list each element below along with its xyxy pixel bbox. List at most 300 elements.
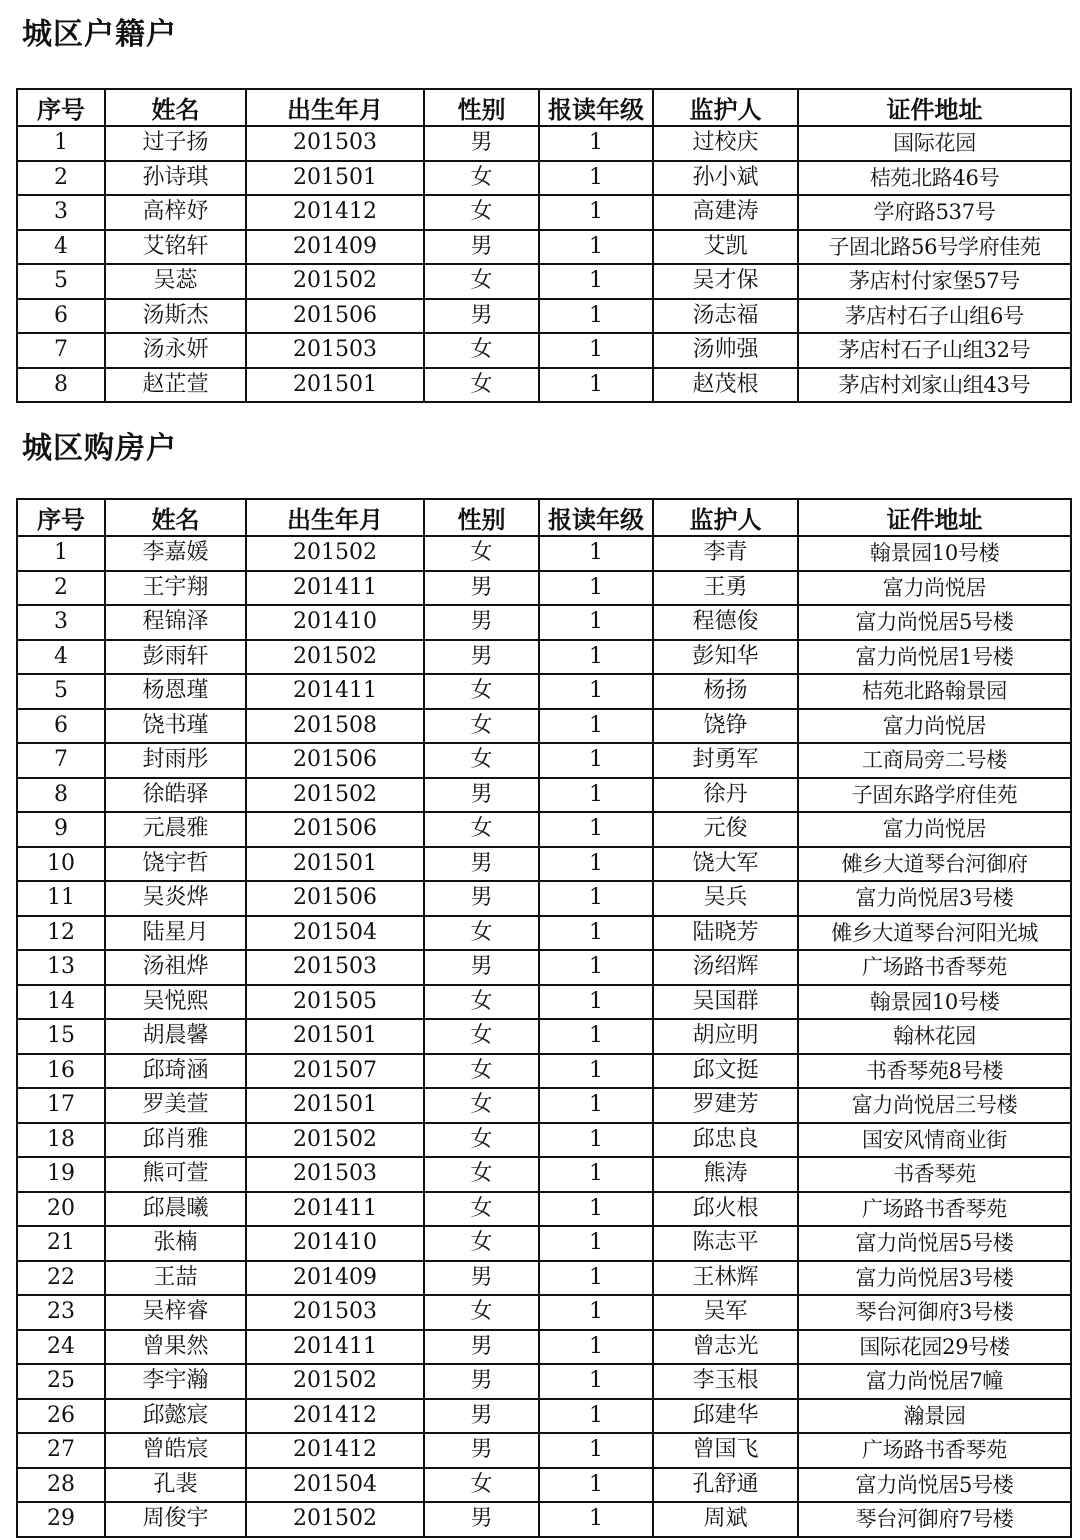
- cell-guardian: 吴国群: [653, 985, 798, 1020]
- cell-address: 桔苑北路46号: [798, 161, 1071, 196]
- cell-gender: 男: [424, 230, 539, 265]
- cell-guardian: 赵茂根: [653, 368, 798, 403]
- cell-name: 熊可萱: [105, 1157, 246, 1192]
- cell-address: 琴台河御府7号楼: [798, 1502, 1071, 1537]
- cell-gender: 女: [424, 1295, 539, 1330]
- cell-gender: 女: [424, 1123, 539, 1158]
- cell-index: 15: [17, 1019, 105, 1054]
- table-row: [17, 1054, 1071, 1089]
- table-row: [17, 605, 1071, 640]
- cell-address: 琴台河御府3号楼: [798, 1295, 1071, 1330]
- cell-birth: 201501: [246, 161, 424, 196]
- table-row: [17, 812, 1071, 847]
- cell-index: 12: [17, 916, 105, 951]
- cell-guardian: 熊涛: [653, 1157, 798, 1192]
- cell-guardian: 封勇军: [653, 743, 798, 778]
- header-name: 姓名: [105, 499, 246, 536]
- cell-name: 艾铭轩: [105, 230, 246, 265]
- cell-grade: 1: [539, 536, 653, 571]
- cell-grade: 1: [539, 299, 653, 334]
- cell-grade: 1: [539, 126, 653, 161]
- cell-address: 书香琴苑: [798, 1157, 1071, 1192]
- cell-guardian: 曾志光: [653, 1330, 798, 1365]
- cell-birth: 201411: [246, 1330, 424, 1365]
- cell-gender: 女: [424, 1019, 539, 1054]
- cell-grade: 1: [539, 333, 653, 368]
- table-row: [17, 881, 1071, 916]
- cell-birth: 201412: [246, 195, 424, 230]
- table-row: [17, 571, 1071, 606]
- cell-grade: 1: [539, 1295, 653, 1330]
- cell-gender: 女: [424, 536, 539, 571]
- cell-index: 7: [17, 743, 105, 778]
- cell-grade: 1: [539, 1330, 653, 1365]
- cell-birth: 201506: [246, 812, 424, 847]
- cell-address: 富力尚悦居三号楼: [798, 1088, 1071, 1123]
- cell-guardian: 邱忠良: [653, 1123, 798, 1158]
- table-row: [17, 1123, 1071, 1158]
- cell-name: 邱晨曦: [105, 1192, 246, 1227]
- cell-gender: 男: [424, 1261, 539, 1296]
- table-row: [17, 1330, 1071, 1365]
- cell-name: 邱懿宸: [105, 1399, 246, 1434]
- header-birth: 出生年月: [246, 499, 424, 536]
- cell-grade: 1: [539, 1019, 653, 1054]
- cell-name: 曾果然: [105, 1330, 246, 1365]
- table-huji: [16, 88, 1072, 403]
- cell-name: 封雨彤: [105, 743, 246, 778]
- cell-name: 陆星月: [105, 916, 246, 951]
- cell-guardian: 过校庆: [653, 126, 798, 161]
- cell-index: 22: [17, 1261, 105, 1296]
- cell-birth: 201503: [246, 333, 424, 368]
- cell-grade: 1: [539, 1157, 653, 1192]
- cell-guardian: 饶铮: [653, 709, 798, 744]
- table-row: [17, 1399, 1071, 1434]
- cell-address: 茅店村石子山组6号: [798, 299, 1071, 334]
- cell-grade: 1: [539, 571, 653, 606]
- cell-guardian: 汤志福: [653, 299, 798, 334]
- cell-name: 元晨雅: [105, 812, 246, 847]
- cell-address: 富力尚悦居3号楼: [798, 881, 1071, 916]
- cell-guardian: 汤绍辉: [653, 950, 798, 985]
- cell-gender: 女: [424, 368, 539, 403]
- cell-birth: 201411: [246, 1192, 424, 1227]
- cell-grade: 1: [539, 230, 653, 265]
- cell-guardian: 曾国飞: [653, 1433, 798, 1468]
- cell-birth: 201409: [246, 230, 424, 265]
- cell-address: 国际花园: [798, 126, 1071, 161]
- cell-index: 16: [17, 1054, 105, 1089]
- cell-index: 3: [17, 195, 105, 230]
- cell-name: 吴炎烨: [105, 881, 246, 916]
- header-grade: 报读年级: [539, 89, 653, 126]
- header-address: 证件地址: [798, 89, 1071, 126]
- cell-name: 李嘉媛: [105, 536, 246, 571]
- cell-grade: 1: [539, 916, 653, 951]
- cell-birth: 201506: [246, 299, 424, 334]
- table-row: [17, 299, 1071, 334]
- cell-address: 富力尚悦居: [798, 571, 1071, 606]
- cell-birth: 201412: [246, 1433, 424, 1468]
- cell-name: 王喆: [105, 1261, 246, 1296]
- cell-address: 傩乡大道琴台河御府: [798, 847, 1071, 882]
- cell-guardian: 李玉根: [653, 1364, 798, 1399]
- cell-birth: 201501: [246, 368, 424, 403]
- cell-gender: 男: [424, 605, 539, 640]
- cell-index: 6: [17, 709, 105, 744]
- cell-name: 杨恩瑾: [105, 674, 246, 709]
- cell-gender: 男: [424, 1502, 539, 1537]
- cell-guardian: 元俊: [653, 812, 798, 847]
- cell-index: 13: [17, 950, 105, 985]
- cell-name: 孙诗琪: [105, 161, 246, 196]
- cell-grade: 1: [539, 640, 653, 675]
- cell-address: 瀚景园: [798, 1399, 1071, 1434]
- cell-address: 翰景园10号楼: [798, 985, 1071, 1020]
- cell-address: 翰林花园: [798, 1019, 1071, 1054]
- cell-birth: 201505: [246, 985, 424, 1020]
- cell-name: 汤斯杰: [105, 299, 246, 334]
- cell-address: 茅店村付家堡57号: [798, 264, 1071, 299]
- table-row: [17, 1295, 1071, 1330]
- cell-name: 饶书瑾: [105, 709, 246, 744]
- cell-name: 王宇翔: [105, 571, 246, 606]
- cell-index: 4: [17, 640, 105, 675]
- cell-birth: 201504: [246, 916, 424, 951]
- cell-birth: 201411: [246, 674, 424, 709]
- cell-grade: 1: [539, 812, 653, 847]
- table-row: [17, 1019, 1071, 1054]
- cell-grade: 1: [539, 1054, 653, 1089]
- cell-gender: 男: [424, 950, 539, 985]
- cell-address: 富力尚悦居5号楼: [798, 1468, 1071, 1503]
- table-row: [17, 916, 1071, 951]
- table-row: [17, 674, 1071, 709]
- cell-birth: 201410: [246, 1226, 424, 1261]
- cell-name: 汤祖烨: [105, 950, 246, 985]
- cell-index: 26: [17, 1399, 105, 1434]
- cell-name: 饶宇哲: [105, 847, 246, 882]
- cell-birth: 201501: [246, 1019, 424, 1054]
- header-guardian: 监护人: [653, 89, 798, 126]
- cell-name: 张楠: [105, 1226, 246, 1261]
- cell-index: 8: [17, 368, 105, 403]
- cell-index: 11: [17, 881, 105, 916]
- cell-grade: 1: [539, 1123, 653, 1158]
- table-row: [17, 1468, 1071, 1503]
- cell-grade: 1: [539, 161, 653, 196]
- cell-gender: 男: [424, 1433, 539, 1468]
- cell-birth: 201504: [246, 1468, 424, 1503]
- header-guardian: 监护人: [653, 499, 798, 536]
- cell-gender: 女: [424, 1088, 539, 1123]
- cell-index: 10: [17, 847, 105, 882]
- cell-index: 25: [17, 1364, 105, 1399]
- cell-grade: 1: [539, 709, 653, 744]
- table-row: [17, 1192, 1071, 1227]
- cell-guardian: 孙小斌: [653, 161, 798, 196]
- cell-index: 1: [17, 536, 105, 571]
- cell-grade: 1: [539, 195, 653, 230]
- cell-gender: 女: [424, 264, 539, 299]
- cell-birth: 201502: [246, 1364, 424, 1399]
- cell-guardian: 汤帅强: [653, 333, 798, 368]
- cell-index: 5: [17, 264, 105, 299]
- table-row: [17, 950, 1071, 985]
- cell-gender: 女: [424, 1226, 539, 1261]
- cell-name: 高梓妤: [105, 195, 246, 230]
- cell-birth: 201506: [246, 743, 424, 778]
- cell-address: 富力尚悦居7幢: [798, 1364, 1071, 1399]
- table-row: [17, 161, 1071, 196]
- cell-grade: 1: [539, 847, 653, 882]
- cell-index: 24: [17, 1330, 105, 1365]
- cell-index: 2: [17, 161, 105, 196]
- cell-grade: 1: [539, 985, 653, 1020]
- cell-guardian: 王林辉: [653, 1261, 798, 1296]
- cell-grade: 1: [539, 1226, 653, 1261]
- cell-guardian: 吴才保: [653, 264, 798, 299]
- cell-index: 27: [17, 1433, 105, 1468]
- table-row: [17, 709, 1071, 744]
- cell-birth: 201410: [246, 605, 424, 640]
- cell-gender: 女: [424, 743, 539, 778]
- cell-address: 富力尚悦居1号楼: [798, 640, 1071, 675]
- cell-index: 2: [17, 571, 105, 606]
- cell-index: 20: [17, 1192, 105, 1227]
- cell-address: 国际花园29号楼: [798, 1330, 1071, 1365]
- cell-address: 茅店村刘家山组43号: [798, 368, 1071, 403]
- cell-address: 翰景园10号楼: [798, 536, 1071, 571]
- cell-grade: 1: [539, 1399, 653, 1434]
- cell-index: 6: [17, 299, 105, 334]
- cell-name: 徐皓驿: [105, 778, 246, 813]
- cell-gender: 女: [424, 1054, 539, 1089]
- cell-address: 桔苑北路翰景园: [798, 674, 1071, 709]
- table-row: [17, 1502, 1071, 1537]
- cell-grade: 1: [539, 1192, 653, 1227]
- cell-name: 程锦泽: [105, 605, 246, 640]
- table-row: [17, 126, 1071, 161]
- table-row: [17, 1088, 1071, 1123]
- cell-address: 国安风情商业街: [798, 1123, 1071, 1158]
- cell-guardian: 王勇: [653, 571, 798, 606]
- cell-gender: 男: [424, 1330, 539, 1365]
- cell-name: 彭雨轩: [105, 640, 246, 675]
- cell-guardian: 陆晓芳: [653, 916, 798, 951]
- cell-gender: 女: [424, 812, 539, 847]
- header-name: 姓名: [105, 89, 246, 126]
- cell-guardian: 高建涛: [653, 195, 798, 230]
- cell-address: 子固北路56号学府佳苑: [798, 230, 1071, 265]
- table-row: [17, 847, 1071, 882]
- section-title-huji: 城区户籍户: [22, 17, 177, 52]
- cell-name: 邱琦涵: [105, 1054, 246, 1089]
- cell-name: 罗美萱: [105, 1088, 246, 1123]
- cell-grade: 1: [539, 743, 653, 778]
- table-row: [17, 536, 1071, 571]
- cell-gender: 男: [424, 1364, 539, 1399]
- cell-birth: 201501: [246, 1088, 424, 1123]
- cell-name: 赵芷萱: [105, 368, 246, 403]
- cell-grade: 1: [539, 1433, 653, 1468]
- cell-birth: 201502: [246, 640, 424, 675]
- cell-birth: 201409: [246, 1261, 424, 1296]
- cell-gender: 男: [424, 640, 539, 675]
- section-title-goufang: 城区购房户: [22, 431, 177, 466]
- header-grade: 报读年级: [539, 499, 653, 536]
- cell-index: 4: [17, 230, 105, 265]
- table-row: [17, 1226, 1071, 1261]
- cell-gender: 男: [424, 1399, 539, 1434]
- cell-gender: 女: [424, 333, 539, 368]
- cell-index: 14: [17, 985, 105, 1020]
- cell-gender: 男: [424, 571, 539, 606]
- cell-address: 广场路书香琴苑: [798, 950, 1071, 985]
- cell-birth: 201502: [246, 536, 424, 571]
- cell-address: 广场路书香琴苑: [798, 1433, 1071, 1468]
- table-row: [17, 1157, 1071, 1192]
- cell-guardian: 陈志平: [653, 1226, 798, 1261]
- cell-name: 周俊宇: [105, 1502, 246, 1537]
- header-index: 序号: [17, 499, 105, 536]
- header-gender: 性别: [424, 89, 539, 126]
- cell-grade: 1: [539, 368, 653, 403]
- cell-address: 富力尚悦居5号楼: [798, 605, 1071, 640]
- cell-gender: 女: [424, 674, 539, 709]
- cell-guardian: 李青: [653, 536, 798, 571]
- table-row: [17, 368, 1071, 403]
- cell-gender: 女: [424, 1468, 539, 1503]
- cell-guardian: 吴兵: [653, 881, 798, 916]
- cell-address: 富力尚悦居: [798, 709, 1071, 744]
- cell-grade: 1: [539, 1468, 653, 1503]
- cell-index: 3: [17, 605, 105, 640]
- header-birth: 出生年月: [246, 89, 424, 126]
- table-goufang: [16, 498, 1072, 1538]
- table-header-row: [17, 499, 1071, 536]
- cell-gender: 男: [424, 778, 539, 813]
- cell-gender: 男: [424, 881, 539, 916]
- cell-grade: 1: [539, 1261, 653, 1296]
- cell-guardian: 周斌: [653, 1502, 798, 1537]
- cell-grade: 1: [539, 605, 653, 640]
- cell-birth: 201502: [246, 264, 424, 299]
- cell-grade: 1: [539, 778, 653, 813]
- cell-gender: 女: [424, 1192, 539, 1227]
- cell-address: 富力尚悦居5号楼: [798, 1226, 1071, 1261]
- cell-index: 19: [17, 1157, 105, 1192]
- cell-index: 18: [17, 1123, 105, 1158]
- table-row: [17, 1364, 1071, 1399]
- cell-guardian: 饶大军: [653, 847, 798, 882]
- cell-index: 9: [17, 812, 105, 847]
- cell-birth: 201411: [246, 571, 424, 606]
- table-row: [17, 230, 1071, 265]
- cell-guardian: 胡应明: [653, 1019, 798, 1054]
- cell-grade: 1: [539, 1364, 653, 1399]
- cell-birth: 201502: [246, 1123, 424, 1158]
- cell-grade: 1: [539, 1088, 653, 1123]
- cell-birth: 201503: [246, 126, 424, 161]
- cell-guardian: 罗建芳: [653, 1088, 798, 1123]
- cell-gender: 女: [424, 709, 539, 744]
- cell-birth: 201503: [246, 1295, 424, 1330]
- header-index: 序号: [17, 89, 105, 126]
- cell-name: 邱肖雅: [105, 1123, 246, 1158]
- table-row: [17, 1433, 1071, 1468]
- table-row: [17, 195, 1071, 230]
- cell-address: 傩乡大道琴台河阳光城: [798, 916, 1071, 951]
- cell-birth: 201508: [246, 709, 424, 744]
- cell-address: 工商局旁二号楼: [798, 743, 1071, 778]
- cell-grade: 1: [539, 674, 653, 709]
- cell-birth: 201412: [246, 1399, 424, 1434]
- cell-birth: 201507: [246, 1054, 424, 1089]
- cell-address: 富力尚悦居3号楼: [798, 1261, 1071, 1296]
- cell-index: 21: [17, 1226, 105, 1261]
- header-address: 证件地址: [798, 499, 1071, 536]
- table-row: [17, 333, 1071, 368]
- cell-name: 曾皓宸: [105, 1433, 246, 1468]
- cell-gender: 男: [424, 299, 539, 334]
- cell-gender: 男: [424, 847, 539, 882]
- cell-address: 广场路书香琴苑: [798, 1192, 1071, 1227]
- cell-guardian: 彭知华: [653, 640, 798, 675]
- table-row: [17, 264, 1071, 299]
- cell-index: 7: [17, 333, 105, 368]
- cell-birth: 201502: [246, 778, 424, 813]
- table-row: [17, 985, 1071, 1020]
- cell-guardian: 杨扬: [653, 674, 798, 709]
- cell-index: 8: [17, 778, 105, 813]
- cell-birth: 201506: [246, 881, 424, 916]
- cell-name: 吴悦熙: [105, 985, 246, 1020]
- cell-index: 1: [17, 126, 105, 161]
- cell-index: 23: [17, 1295, 105, 1330]
- cell-gender: 男: [424, 126, 539, 161]
- cell-name: 过子扬: [105, 126, 246, 161]
- cell-name: 孔裴: [105, 1468, 246, 1503]
- cell-name: 胡晨馨: [105, 1019, 246, 1054]
- cell-guardian: 邱火根: [653, 1192, 798, 1227]
- cell-address: 学府路537号: [798, 195, 1071, 230]
- cell-name: 汤永妍: [105, 333, 246, 368]
- cell-gender: 女: [424, 916, 539, 951]
- cell-guardian: 程德俊: [653, 605, 798, 640]
- cell-guardian: 邱文挺: [653, 1054, 798, 1089]
- header-gender: 性别: [424, 499, 539, 536]
- cell-gender: 女: [424, 195, 539, 230]
- cell-guardian: 孔舒通: [653, 1468, 798, 1503]
- cell-address: 子固东路学府佳苑: [798, 778, 1071, 813]
- cell-name: 李宇瀚: [105, 1364, 246, 1399]
- cell-guardian: 吴军: [653, 1295, 798, 1330]
- cell-guardian: 邱建华: [653, 1399, 798, 1434]
- cell-gender: 女: [424, 1157, 539, 1192]
- cell-name: 吴梓睿: [105, 1295, 246, 1330]
- cell-gender: 女: [424, 161, 539, 196]
- cell-index: 17: [17, 1088, 105, 1123]
- cell-index: 29: [17, 1502, 105, 1537]
- table-row: [17, 778, 1071, 813]
- cell-birth: 201501: [246, 847, 424, 882]
- cell-guardian: 艾凯: [653, 230, 798, 265]
- table-row: [17, 1261, 1071, 1296]
- cell-grade: 1: [539, 881, 653, 916]
- cell-grade: 1: [539, 950, 653, 985]
